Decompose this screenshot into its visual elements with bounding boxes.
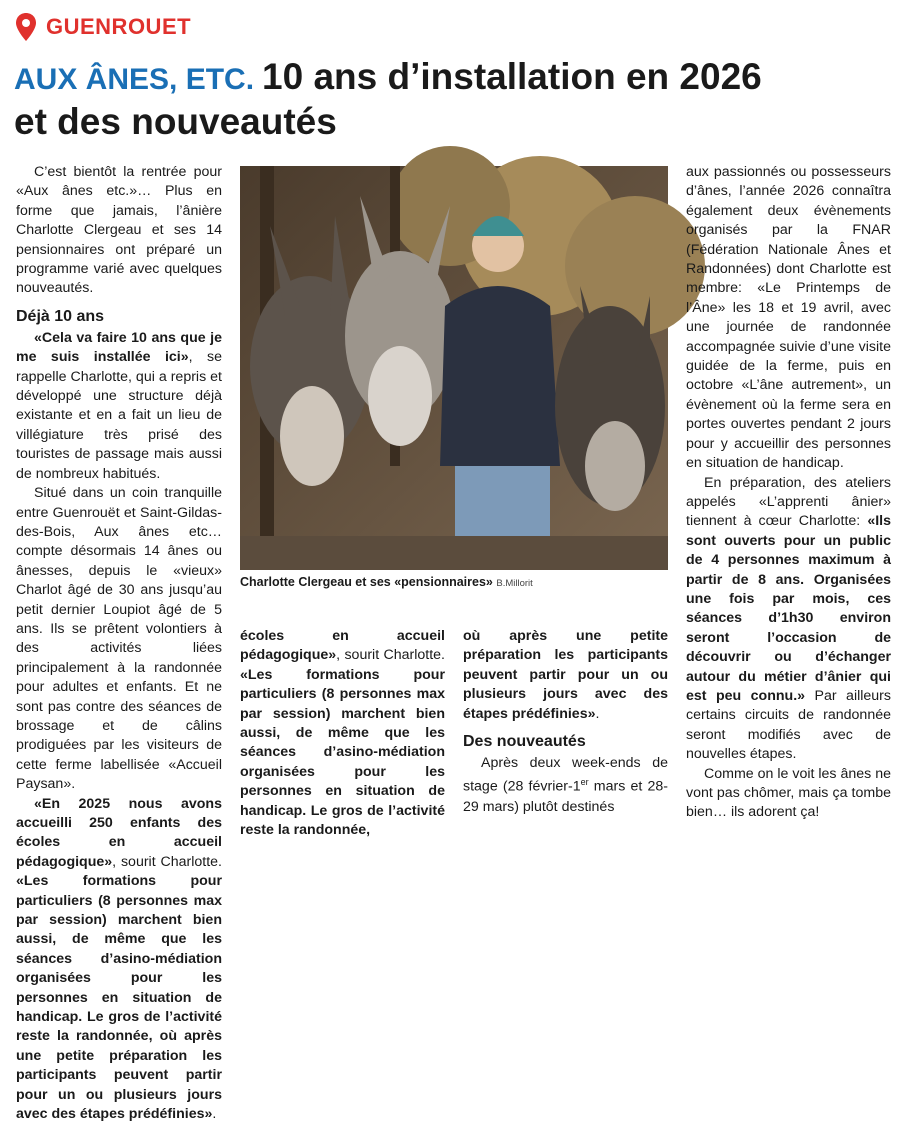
column-3-continuation: où après une petite préparation les participants peuvent partir pour un ou plusieurs jours avec des étapes prédéfinies». (463, 628, 668, 722)
title-line-1: 10 ans d’installation en 2026 (262, 56, 762, 97)
paragraph-5-end: aux passionnés ou possesseurs d’ânes, l’année 2026 connaîtra également deux évènements organisés par la FNAR (Fédération Nationale Ânes et Randonnées) dont Charlotte est membre: «Le Printemps de l’Âne» les 18 et 19 avril, avec une journée de randonnée accompagnée suivie d’une visite guidée de la ferme, puis en octobre «L’âne autrement», un évènement où la ferme sera en portes ouvertes pendant 2 jours pour y accueillir des personnes en situation de handicap. (686, 164, 891, 472)
paragraph-4 (16, 795, 222, 1125)
quote-2025-bold: «En 2025 nous avons accueilli 250 enfants des écoles en accueil pédagogique» (16, 795, 222, 870)
column-4 (686, 163, 891, 823)
title-line-2: et des nouveautés (14, 101, 337, 142)
map-pin-icon (14, 12, 38, 42)
p4-end: . (212, 1106, 217, 1123)
photo-caption (240, 575, 533, 589)
column-1 (16, 163, 222, 1123)
column-2 (240, 627, 445, 840)
apprenti-anier-quote: «Ils sont ouverts pour un public de 4 personnes maximum à partir de 8 ans. Organisées une fois par mois, ces séances d’1h30 environ seront l’occasion de découvrir ou d’échanger autour du métier d’ânier qui est peu connu.» (686, 513, 891, 704)
column-2-continuation: écoles en accueil pédagogique», sourit Charlotte. «Les formations pour particuliers (8 personnes max par session) marchent bien aussi, de même que les séances d’asino-médiation organisées pour les personnes en situation de handicap. Le gros de l’activité reste la randonnée, (240, 628, 445, 839)
photo-credit: B.Millorit (496, 578, 533, 589)
article-photo (240, 166, 668, 570)
quote-formations-bold: «Les formations pour particuliers (8 personnes max par session) marchent bien aussi, de même que les séances d’asino-médiation organisées pour les personnes en situation de handicap. Le gros de l’activité reste la randonnée, où après une petite préparation les participants peuvent partir pour un ou plusieurs jours avec des étapes prédéfinies» (16, 873, 222, 1123)
intro-paragraph: C’est bientôt la rentrée pour «Aux ânes etc.»… Plus en forme que jamais, l’ânière Charlotte Clergeau et ses 14 pensionnaires ont préparé un programme varié avec quelques nouveautés. (16, 164, 222, 297)
paragraph-3: Situé dans un coin tranquille entre Guenrouët et Saint-Gildas-des-Bois, Aux ânes etc… compte désormais 14 ânes ou ânesses, depuis le «vieux» Charlot âgé de 30 ans jusqu’au petit dernier Loupiot âgé de 5 ans. Ils se prêtent volontiers à des activités liées principalement à la randonnée pour adultes et enfants. Et ne sont pas contre des séances de brossage et de câlins prodiguées par les visiteurs de cette ferme labellisée «Accueil Paysan». (16, 485, 222, 793)
paragraph-5-start: Après deux week-ends de stage (28 février-1er mars et 28-29 mars) plutôt destinés (463, 755, 668, 815)
donkeys-photo-illustration (240, 166, 668, 570)
paragraph-2 (16, 329, 222, 484)
article-headline (14, 56, 894, 143)
paragraph-6 (686, 474, 891, 765)
rubric-label: AUX ÂNES, ETC. (14, 63, 255, 96)
p6-a: En préparation, des ateliers appelés «L’apprenti ânier» tiennent à cœur Charlotte: (686, 474, 891, 530)
paragraph-2-rest: , se rappelle Charlotte, qui a repris et développé une structure déjà existante et en a fait un lieu de villégiature très prisé des touristes de passage mais aussi de nombreux habitués. (16, 349, 222, 482)
caption-text: Charlotte Clergeau et ses «pensionnaires» (240, 575, 493, 589)
subheading-des-nouveautes: Des nouveautés (463, 733, 586, 751)
location-kicker (14, 12, 191, 42)
subheading-deja-10-ans: Déjà 10 ans (16, 307, 105, 325)
p6-b: Par ailleurs certains circuits de randonnée seront modifiés avec de nouvelles étapes. (686, 687, 891, 763)
column-3 (463, 627, 668, 817)
p4-mid: , sourit Charlotte. (112, 853, 222, 870)
quote-bold: «Cela va faire 10 ans que je me suis installée ici» (16, 329, 222, 366)
location-label: GUENROUET (46, 14, 192, 39)
paragraph-7: Comme on le voit les ânes ne vont pas chômer, mais ça tombe bien… ils adorent ça! (686, 765, 891, 821)
